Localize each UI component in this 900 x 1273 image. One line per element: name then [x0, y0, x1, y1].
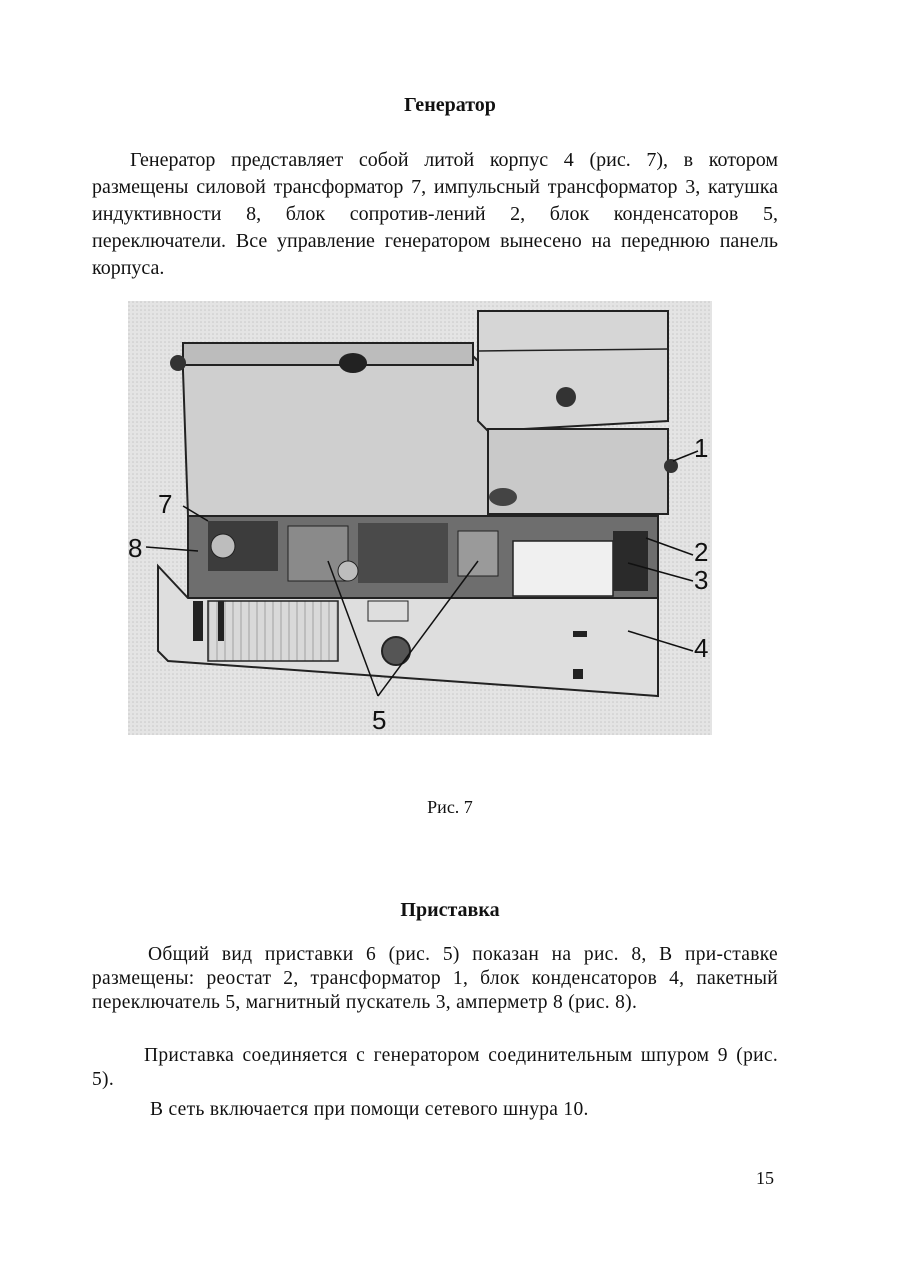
page-number: 15	[756, 1168, 774, 1188]
figure-7-photo	[128, 301, 712, 735]
generator-photo-illustration	[128, 301, 712, 735]
section-title-attachment: Приставка	[400, 899, 500, 921]
generator-paragraph: Генератор представляет собой литой корпус 4 (рис. 7), в котором размещены силовой трансформатор 7, импульсный трансформатор 3, катушка индуктивности 8, блок сопротив-лений 2, блок конденсаторов 5, переключатели. Все управление генератором вынесено на переднюю панель корпуса.	[92, 149, 778, 279]
section-title-generator: Генератор	[404, 94, 496, 116]
figure-label-3: 3	[694, 565, 709, 595]
figure-label-1: 1	[694, 433, 709, 463]
figure-label-4: 4	[694, 633, 709, 663]
figure-label-2: 2	[694, 537, 709, 567]
attachment-paragraph-3: В сеть включается при помощи сетевого шнура 10.	[150, 1099, 589, 1120]
figure-caption: Рис. 7	[427, 797, 473, 817]
attachment-paragraph-1: Общий вид приставки 6 (рис. 5) показан на рис. 8, В при-ставке размещены: реостат 2, трансформатор 1, блок конденсаторов 4, пакетный переключатель 5, магнитный пускатель 3, амперметр 8 (рис. 8).	[92, 944, 778, 1013]
figure-label-8: 8	[128, 533, 143, 563]
figure-label-5: 5	[372, 705, 387, 735]
attachment-paragraph-2: Приставка соединяется с генератором соединительным шпуром 9 (рис. 5).	[92, 1045, 778, 1090]
figure-label-7: 7	[158, 489, 173, 519]
